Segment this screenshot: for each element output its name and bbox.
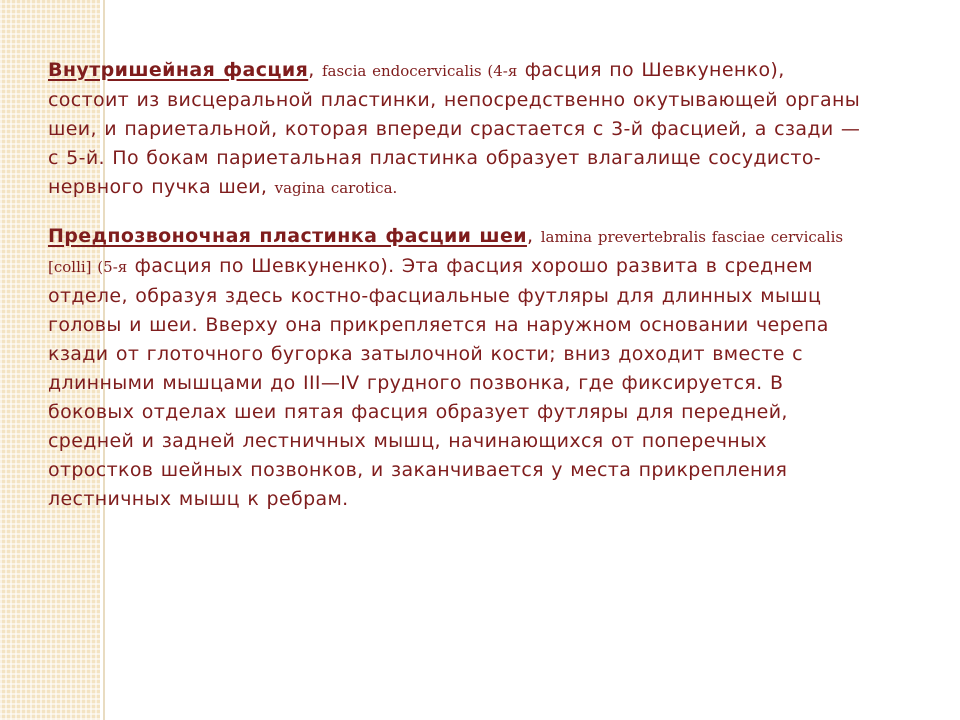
term-separator: ,	[308, 59, 322, 81]
paragraph-prevertebral-lamina	[48, 222, 863, 514]
term-prevertebral-lamina: Предпозвоночная пластинка фасции шеи	[48, 225, 527, 247]
term-separator: ,	[526, 225, 541, 247]
paragraph-body-text: фасция по Шевкуненко), состоит из висцеральной пластинки, непосредственно окутывающей органы шеи, и париетальной, которая впереди срастается с 3-й фасцией, а сзади — с 5-й. По бокам париетальная пластинка образует влагалище сосудисто-нервного пучка шеи,	[48, 59, 861, 198]
slide-text-body	[48, 56, 863, 533]
paragraph-body-text: фасция по Шевкуненко). Эта фасция хорошо развита в среднем отделе, образуя здесь костно-фасциальные футляры для длинных мышц головы и шеи. Вверху она прикрепляется на наружном основании черепа кзади от глоточного бугорка затылочной кости; вниз доходит вместе с длинными мышцами до III—IV грудного позвонка, где фиксируется. В боковых отделах шеи пятая фасция образует футляры для передней, средней и задней лестничных мышц, начинающихся от поперечных отростков шейных позвонков, и заканчивается у места прикрепления лестничных мышц к ребрам.	[48, 255, 829, 510]
term-endocervical-fascia: Внутришейная фасция	[48, 59, 309, 81]
paragraph-endocervical-fascia	[48, 56, 863, 203]
latin-vagina-carotica: vagina carotica.	[274, 179, 398, 197]
latin-name-prevertebral: lamina prevertebralis fasciae cervicalis [colli] (5-я	[48, 228, 844, 276]
latin-name-endocervical: fascia endocervicalis (4-я	[321, 62, 518, 80]
